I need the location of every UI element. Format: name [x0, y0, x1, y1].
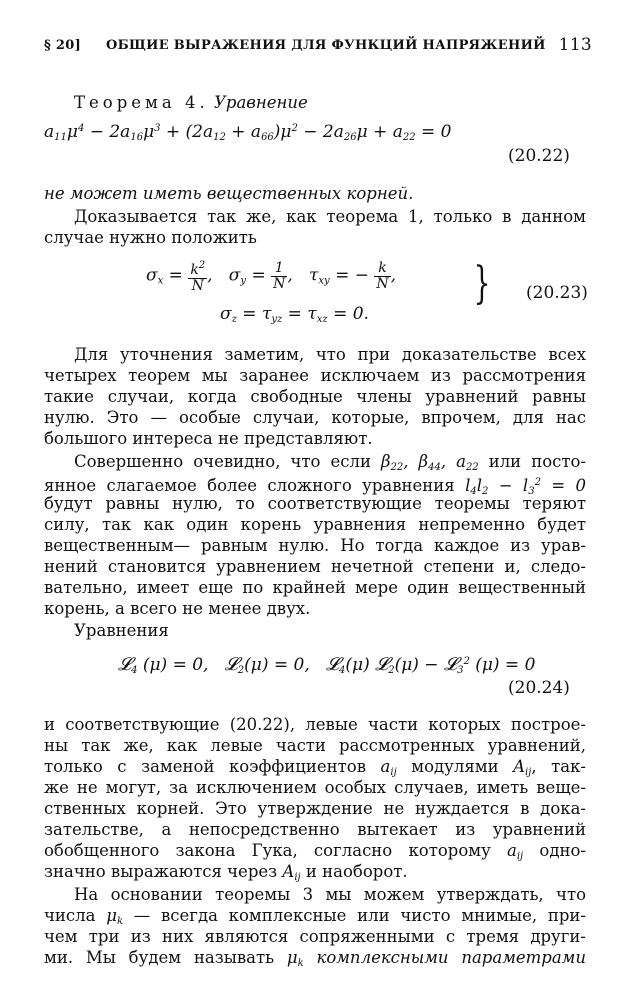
text-line: значно выражаются через $A_{ij}$ и наоборот. [44, 862, 408, 883]
text-line: большого интереса не представляют. [44, 429, 373, 448]
theorem-intro: Уравнение [213, 93, 308, 112]
text-line: ми. Мы будем называть $\mu_k$ комплексными параметрами [44, 948, 586, 969]
text-line: обобщенного закона Гука, согласно которому $a_{ij}$ одно- [44, 841, 586, 862]
text-line: нулю. Это — особые случаи, которые, впрочем, для нас [44, 408, 586, 427]
text-line: корень, а всего не менее двух. [44, 599, 311, 618]
text-line: вательно, имеет еще по крайней мере один вещественный [44, 578, 586, 597]
text-line: Уравнения [74, 621, 169, 640]
equation-20-22: $a_{11}\mu^4 - 2a_{16}\mu^3 + (2a_{12} + a_{66})\mu^2 - 2a_{26}\mu + a_{22} = 0$ [44, 122, 452, 143]
text-line: зательстве, а непосредственно вытекает из уравнений [44, 820, 586, 839]
equation-number: (20.23) [526, 283, 588, 303]
text-line: такие случаи, когда свободные члены уравнений равны [44, 387, 586, 406]
equation-20-23-row2: $\sigma_z = \tau_{yz} = \tau_{xz} = 0$. [220, 304, 369, 325]
text-line: Совершенно очевидно, что если $\beta_{22}$, $\beta_{44}$, $a_{22}$ или посто- [74, 452, 587, 473]
text-line: же не могут, за исключением особых случаев, иметь веще- [44, 778, 586, 797]
equation-number: (20.22) [508, 146, 570, 166]
equation-number: (20.24) [508, 678, 570, 698]
text-line: числа $\mu_k$ — всегда комплексные или чисто мнимые, при- [44, 906, 587, 927]
chapter-title: ОБЩИЕ ВЫРАЖЕНИЯ ДЛЯ ФУНКЦИЙ НАПРЯЖЕНИЙ [106, 38, 546, 53]
text-line: Доказывается так же, как теорема 1, только в данном [74, 207, 586, 226]
text-line: янное слагаемое более сложного уравнения $l_4l_2 - l_3^2 = 0$ [44, 476, 586, 497]
theorem-conclusion: не может иметь вещественных корней. [44, 184, 414, 203]
text-line: только с заменой коэффициентов $a_{ij}$ модулями $A_{ij}$, так- [44, 757, 586, 778]
text-line: силу, так как один корень уравнения непременно будет [44, 515, 586, 534]
text-line: четырех теорем мы заранее исключаем из рассмотрения [44, 366, 586, 385]
text-line: и соответствующие (20.22), левые части которых построе- [44, 715, 586, 734]
text-line: случае нужно положить [44, 228, 257, 247]
text-line: ственных корней. Это утверждение не нуждается в дока- [44, 799, 586, 818]
text-line: чем три из них являются сопряженными с тремя други- [44, 927, 586, 946]
theorem-label: Теорема 4. [74, 93, 209, 112]
equation-20-24: 𝓛$_4$ (μ) = 0, 𝓛$_2$(μ) = 0, 𝓛$_4$(μ) 𝓛$_2$(μ) − 𝓛$_3^2$ (μ) = 0 [118, 654, 536, 676]
theorem-heading [74, 92, 586, 113]
text-line: Для уточнения заметим, что при доказательстве всех [74, 345, 586, 364]
text-line: вещественным— равным нулю. Но тогда каждое из урав- [44, 536, 586, 555]
text-line: будут равны нулю, то соответствующие теоремы теряют [44, 494, 586, 513]
text-line: нений становится уравнением нечетной степени и, следо- [44, 557, 586, 576]
page-number: 113 [558, 35, 592, 55]
running-header [44, 35, 592, 62]
right-brace: } [473, 258, 491, 309]
section-ref: § 20] [44, 38, 82, 53]
text-line: На основании теоремы 3 мы можем утверждать, что [74, 885, 586, 904]
equation-20-23-row1: $\sigma_x$ = $\frac{k^2}{N}$ , $\sigma_y$ = $\frac{1}{N}$ , $\tau_{xy}$ = − $\frac{k}{N}$ , [146, 259, 397, 294]
text-line: ны так же, как левые части рассмотренных уравнений, [44, 736, 586, 755]
